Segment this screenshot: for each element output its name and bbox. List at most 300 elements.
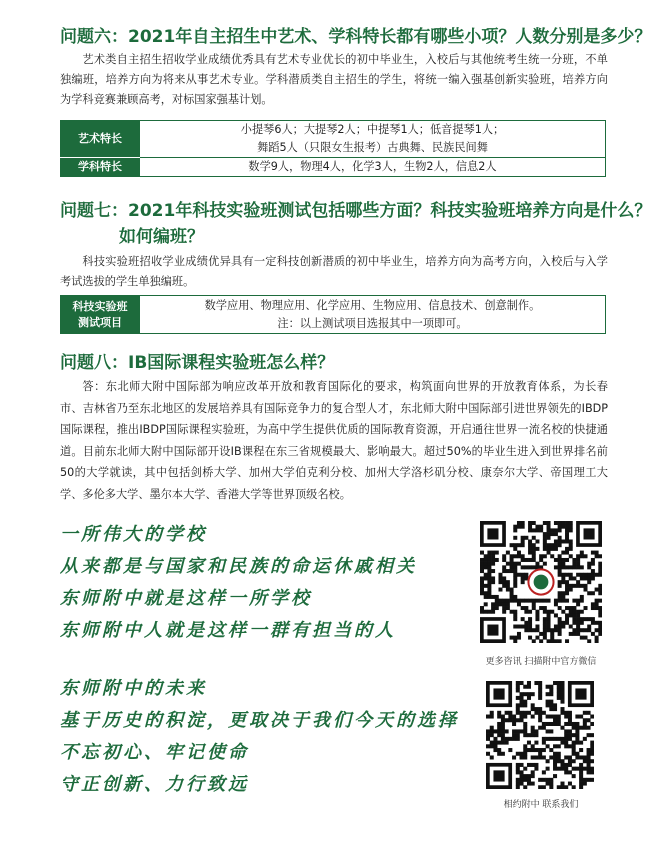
qr-module <box>572 621 576 625</box>
qr-module <box>490 729 494 733</box>
qr-module <box>510 543 514 547</box>
qr-module <box>480 580 484 584</box>
qr-caption-wechat: 更多咨讯 扫描附中官方微信 <box>485 657 597 667</box>
qr-module <box>501 726 505 730</box>
qr-module <box>523 748 527 752</box>
qr-module <box>572 610 576 614</box>
qr-module <box>547 547 551 551</box>
qr-module <box>542 778 546 782</box>
qr-module <box>498 588 502 592</box>
qr-module <box>502 565 506 569</box>
qr-module <box>572 558 576 562</box>
qr-module <box>491 610 495 614</box>
qr-module <box>528 528 532 532</box>
qr-module <box>564 729 568 733</box>
qr-module <box>531 774 535 778</box>
qr-module <box>523 774 527 778</box>
qr-module <box>591 576 595 580</box>
qr-module <box>543 554 547 558</box>
qr-module <box>510 558 514 562</box>
qr-module <box>549 748 553 752</box>
qr-module <box>576 610 580 614</box>
qr-module <box>598 588 602 592</box>
slogan-line-6: 基于历史的积淀，更取决于我们今天的选择 <box>60 710 459 731</box>
qr-module <box>590 752 594 756</box>
qr-module <box>535 628 539 632</box>
qr-module <box>561 558 565 562</box>
qr-module <box>486 752 490 756</box>
qr-module <box>572 565 576 569</box>
qr-module <box>520 715 524 719</box>
qr-module <box>513 599 517 603</box>
qr-module <box>487 610 491 614</box>
qr-module <box>523 692 527 696</box>
qr-module <box>543 599 547 603</box>
qr-module <box>572 785 576 789</box>
qr-module <box>587 580 591 584</box>
qr-module <box>527 692 531 696</box>
qr-module <box>583 737 587 741</box>
qr-module <box>502 576 506 580</box>
qr-module <box>513 595 517 599</box>
qr-module <box>549 785 553 789</box>
qr-module <box>554 547 558 551</box>
qr-module <box>550 639 554 643</box>
qr-module <box>495 595 499 599</box>
qr-module <box>491 576 495 580</box>
qr-module <box>547 599 551 603</box>
qr-module <box>520 729 524 733</box>
qr-module <box>572 613 576 617</box>
qr-module <box>501 722 505 726</box>
qr-module <box>513 610 517 614</box>
question-8-paragraph: 答：东北师大附中国际部为响应改革开放和教育国际化的要求，构筑面向世界的开放教育体系，为长春市、吉林省乃至东北地区的发展培养具有国际竞争力的复合型人才，东北师大附中国际部引进世界领先的IBDP国际课程，推出IBDP国际课程实验班，为高中学生提供优质的国际教育资源，开启通往世界一流名校的快捷通道。目前东北师大附中国际部开设IB课程在东三省规模最大、影响最大。超过50%的毕业生进入到世界排名前50的大学就读，其中包括剑桥大学、加州大学伯克利分校、加州大学洛杉矶分校、康奈尔大学、帝国理工大学、多伦多大学、墨尔本大学、香港大学等世界顶级名校。 <box>60 380 608 501</box>
qr-code-image <box>486 681 594 789</box>
qr-module <box>579 741 583 745</box>
qr-module <box>547 528 551 532</box>
qr-module <box>591 562 595 566</box>
qr-module <box>510 595 514 599</box>
qr-module <box>561 625 565 629</box>
qr-module <box>598 573 602 577</box>
qr-module <box>575 726 579 730</box>
qr-module <box>564 733 568 737</box>
qr-module <box>535 599 539 603</box>
qr-module <box>532 528 536 532</box>
qr-module <box>598 562 602 566</box>
qr-module <box>558 599 562 603</box>
qr-module <box>512 755 516 759</box>
qr-module <box>520 703 524 707</box>
qr-module <box>579 748 583 752</box>
qr-module <box>572 726 576 730</box>
qr-module <box>553 744 557 748</box>
qr-module <box>502 606 506 610</box>
qr-module <box>497 748 501 752</box>
qr-module <box>591 632 595 636</box>
tech-class-label-line-1: 科技实验班 <box>72 299 128 313</box>
qr-module <box>547 610 551 614</box>
qr-module <box>584 588 588 592</box>
qr-module <box>532 558 536 562</box>
qr-module <box>565 617 569 621</box>
qr-module <box>480 576 484 580</box>
qr-module <box>569 610 573 614</box>
qr-module <box>520 696 524 700</box>
qr-module <box>564 770 568 774</box>
qr-module <box>565 547 569 551</box>
qr-module <box>506 569 510 573</box>
qr-module <box>549 692 553 696</box>
qr-module <box>532 599 536 603</box>
qr-module <box>569 573 573 577</box>
qr-module <box>549 722 553 726</box>
qr-module <box>561 576 565 580</box>
qr-module <box>528 610 532 614</box>
qr-module <box>557 685 561 689</box>
qr-module <box>528 628 532 632</box>
slogan-line-5: 东师附中的未来 <box>60 678 207 699</box>
qr-module <box>558 584 562 588</box>
qr-module <box>486 733 490 737</box>
question-7-paragraph: 科技实验班招收学业成绩优异具有一定科技创新潜质的初中毕业生，培养方向为高考方向，入校后与入学考试选拔的学生单独编班。 <box>60 255 608 288</box>
qr-module <box>491 580 495 584</box>
qr-module <box>510 636 514 640</box>
qr-module <box>547 625 551 629</box>
qr-module <box>531 729 535 733</box>
qr-module <box>547 521 551 525</box>
qr-module <box>549 715 553 719</box>
qr-module <box>564 711 568 715</box>
qr-module <box>553 707 557 711</box>
qr-module <box>527 685 531 689</box>
qr-module <box>510 610 514 614</box>
qr-module <box>523 778 527 782</box>
qr-module <box>516 729 520 733</box>
qr-module <box>528 565 532 569</box>
qr-module <box>480 591 484 595</box>
qr-module <box>484 558 488 562</box>
qr-module <box>538 755 542 759</box>
qr-module <box>565 580 569 584</box>
qr-module <box>495 558 499 562</box>
qr-module <box>547 628 551 632</box>
qr-module <box>502 554 506 558</box>
qr-module <box>543 610 547 614</box>
qr-module <box>532 554 536 558</box>
qr-module <box>524 625 528 629</box>
qr-module <box>564 737 568 741</box>
qr-module <box>491 569 495 573</box>
qr-module <box>501 715 505 719</box>
qr-module <box>487 584 491 588</box>
qr-module <box>506 580 510 584</box>
art-specialty-value <box>140 121 606 158</box>
qr-module <box>495 599 499 603</box>
qr-module <box>549 778 553 782</box>
qr-module <box>521 573 525 577</box>
qr-module <box>512 718 516 722</box>
qr-module <box>587 576 591 580</box>
qr-module <box>584 628 588 632</box>
qr-module <box>513 565 517 569</box>
qr-module <box>558 543 562 547</box>
qr-module <box>568 718 572 722</box>
qr-module <box>508 737 512 741</box>
qr-module <box>590 715 594 719</box>
qr-module <box>521 521 525 525</box>
qr-module <box>565 528 569 532</box>
qr-module <box>565 532 569 536</box>
qr-module <box>568 737 572 741</box>
qr-module <box>576 580 580 584</box>
qr-module <box>542 726 546 730</box>
qr-module <box>538 785 542 789</box>
school-emblem-icon <box>534 575 549 590</box>
qr-module <box>516 737 520 741</box>
qr-module <box>480 562 484 566</box>
qr-module <box>569 539 573 543</box>
qr-module <box>575 733 579 737</box>
qr-module <box>490 715 494 719</box>
qr-module <box>480 551 484 555</box>
qr-module <box>491 554 495 558</box>
qr-module <box>521 606 525 610</box>
qr-module <box>532 521 536 525</box>
qr-module <box>484 610 488 614</box>
qr-module <box>580 628 584 632</box>
qr-module <box>553 763 557 767</box>
qr-module <box>547 551 551 555</box>
qr-module <box>565 521 569 525</box>
qr-module <box>572 759 576 763</box>
qr-module <box>497 729 501 733</box>
qr-module <box>572 617 576 621</box>
qr-module <box>542 755 546 759</box>
qr-module <box>565 584 569 588</box>
qr-module <box>572 733 576 737</box>
qr-module <box>557 692 561 696</box>
qr-module <box>501 741 505 745</box>
qr-module <box>521 536 525 540</box>
qr-module <box>531 715 535 719</box>
qr-module <box>584 573 588 577</box>
qr-module <box>524 565 528 569</box>
qr-module <box>502 599 506 603</box>
qr-module <box>587 628 591 632</box>
qr-module <box>501 733 505 737</box>
qr-module <box>587 755 591 759</box>
qr-module <box>558 528 562 532</box>
qr-module <box>521 576 525 580</box>
qr-module <box>532 536 536 540</box>
qr-module <box>527 763 531 767</box>
art-specialty-line-2: 舞蹈5人（只限女生报考）古典舞、民族民间舞 <box>257 141 488 154</box>
qr-module <box>527 778 531 782</box>
qr-module <box>535 528 539 532</box>
art-subject-table <box>60 120 606 177</box>
qr-module <box>595 621 599 625</box>
qr-module <box>598 610 602 614</box>
qr-module <box>595 551 599 555</box>
qr-module <box>587 573 591 577</box>
qr-module <box>550 610 554 614</box>
qr-module <box>553 759 557 763</box>
qr-module <box>598 599 602 603</box>
qr-module <box>497 722 501 726</box>
qr-module <box>576 613 580 617</box>
qr-module <box>528 547 532 551</box>
qr-module <box>532 639 536 643</box>
qr-module <box>520 770 524 774</box>
qr-module <box>512 737 516 741</box>
qr-module <box>579 767 583 771</box>
qr-module <box>520 718 524 722</box>
qr-module <box>557 755 561 759</box>
qr-module <box>516 778 520 782</box>
qr-module <box>506 562 510 566</box>
qr-module <box>560 681 564 685</box>
official-wechat-qr-code <box>480 521 602 643</box>
qr-module <box>516 681 520 685</box>
qr-module <box>517 562 521 566</box>
qr-module <box>554 521 558 525</box>
qr-module <box>484 602 488 606</box>
qr-module <box>558 569 562 573</box>
slogan-line-2: 从来都是与国家和民族的命运休戚相关 <box>60 556 417 577</box>
qr-module <box>513 617 517 621</box>
qr-module <box>590 767 594 771</box>
qr-module <box>495 551 499 555</box>
qr-module <box>527 681 531 685</box>
qr-module <box>580 551 584 555</box>
qr-module <box>572 606 576 610</box>
qr-module <box>501 729 505 733</box>
qr-module <box>520 692 524 696</box>
qr-module <box>534 767 538 771</box>
qr-module <box>572 584 576 588</box>
qr-module <box>487 576 491 580</box>
qr-module <box>564 741 568 745</box>
qr-module <box>561 599 565 603</box>
qr-module <box>510 562 514 566</box>
qr-module <box>564 785 568 789</box>
qr-module <box>587 748 591 752</box>
tech-class-label <box>61 296 140 334</box>
qr-module <box>569 525 573 529</box>
qr-module <box>517 602 521 606</box>
qr-module <box>561 539 565 543</box>
qr-module <box>513 554 517 558</box>
qr-module <box>538 715 542 719</box>
qr-module <box>517 573 521 577</box>
qr-module <box>547 536 551 540</box>
qr-module <box>523 752 527 756</box>
qr-module <box>575 767 579 771</box>
qr-module <box>521 543 525 547</box>
qr-module <box>565 536 569 540</box>
qr-module <box>490 744 494 748</box>
qr-module <box>498 576 502 580</box>
qr-module <box>486 737 490 741</box>
qr-module <box>549 703 553 707</box>
qr-module <box>560 763 564 767</box>
qr-module <box>480 610 484 614</box>
qr-module <box>558 558 562 562</box>
qr-module <box>546 700 550 704</box>
qr-module <box>591 606 595 610</box>
qr-module <box>576 602 580 606</box>
qr-module <box>486 744 490 748</box>
qr-module <box>572 628 576 632</box>
qr-module <box>543 547 547 551</box>
qr-module <box>553 718 557 722</box>
qr-module <box>542 722 546 726</box>
qr-module <box>558 562 562 566</box>
qr-module <box>543 521 547 525</box>
qr-module <box>523 785 527 789</box>
qr-module <box>583 726 587 730</box>
qr-module <box>598 606 602 610</box>
qr-module <box>568 715 572 719</box>
qr-module <box>531 707 535 711</box>
qr-module <box>486 729 490 733</box>
qr-module <box>524 573 528 577</box>
qr-module <box>587 759 591 763</box>
qr-module <box>565 539 569 543</box>
qr-module <box>510 591 514 595</box>
qr-module <box>575 737 579 741</box>
qr-module <box>554 528 558 532</box>
qr-module <box>528 543 532 547</box>
qr-module <box>572 774 576 778</box>
qr-module <box>576 562 580 566</box>
qr-module <box>495 606 499 610</box>
qr-module <box>598 569 602 573</box>
qr-module <box>565 525 569 529</box>
qr-module <box>517 599 521 603</box>
qr-module <box>553 774 557 778</box>
qr-module <box>564 744 568 748</box>
qr-module <box>539 599 543 603</box>
qr-module <box>595 606 599 610</box>
qr-module <box>510 554 514 558</box>
qr-module <box>505 729 509 733</box>
qr-module <box>579 770 583 774</box>
qr-module <box>557 752 561 756</box>
qr-module <box>538 711 542 715</box>
qr-module <box>591 551 595 555</box>
qr-module <box>576 625 580 629</box>
qr-module <box>554 602 558 606</box>
qr-module <box>510 599 514 603</box>
qr-module <box>557 737 561 741</box>
qr-finder <box>493 770 504 781</box>
qr-module <box>498 580 502 584</box>
qr-module <box>523 767 527 771</box>
qr-module <box>513 639 517 643</box>
qr-module <box>516 696 520 700</box>
qr-module <box>491 551 495 555</box>
qr-module <box>560 767 564 771</box>
qr-module <box>546 737 550 741</box>
qr-module <box>520 774 524 778</box>
qr-module <box>554 613 558 617</box>
qr-module <box>572 722 576 726</box>
qr-module <box>543 532 547 536</box>
qr-module <box>508 715 512 719</box>
qr-module <box>560 685 564 689</box>
